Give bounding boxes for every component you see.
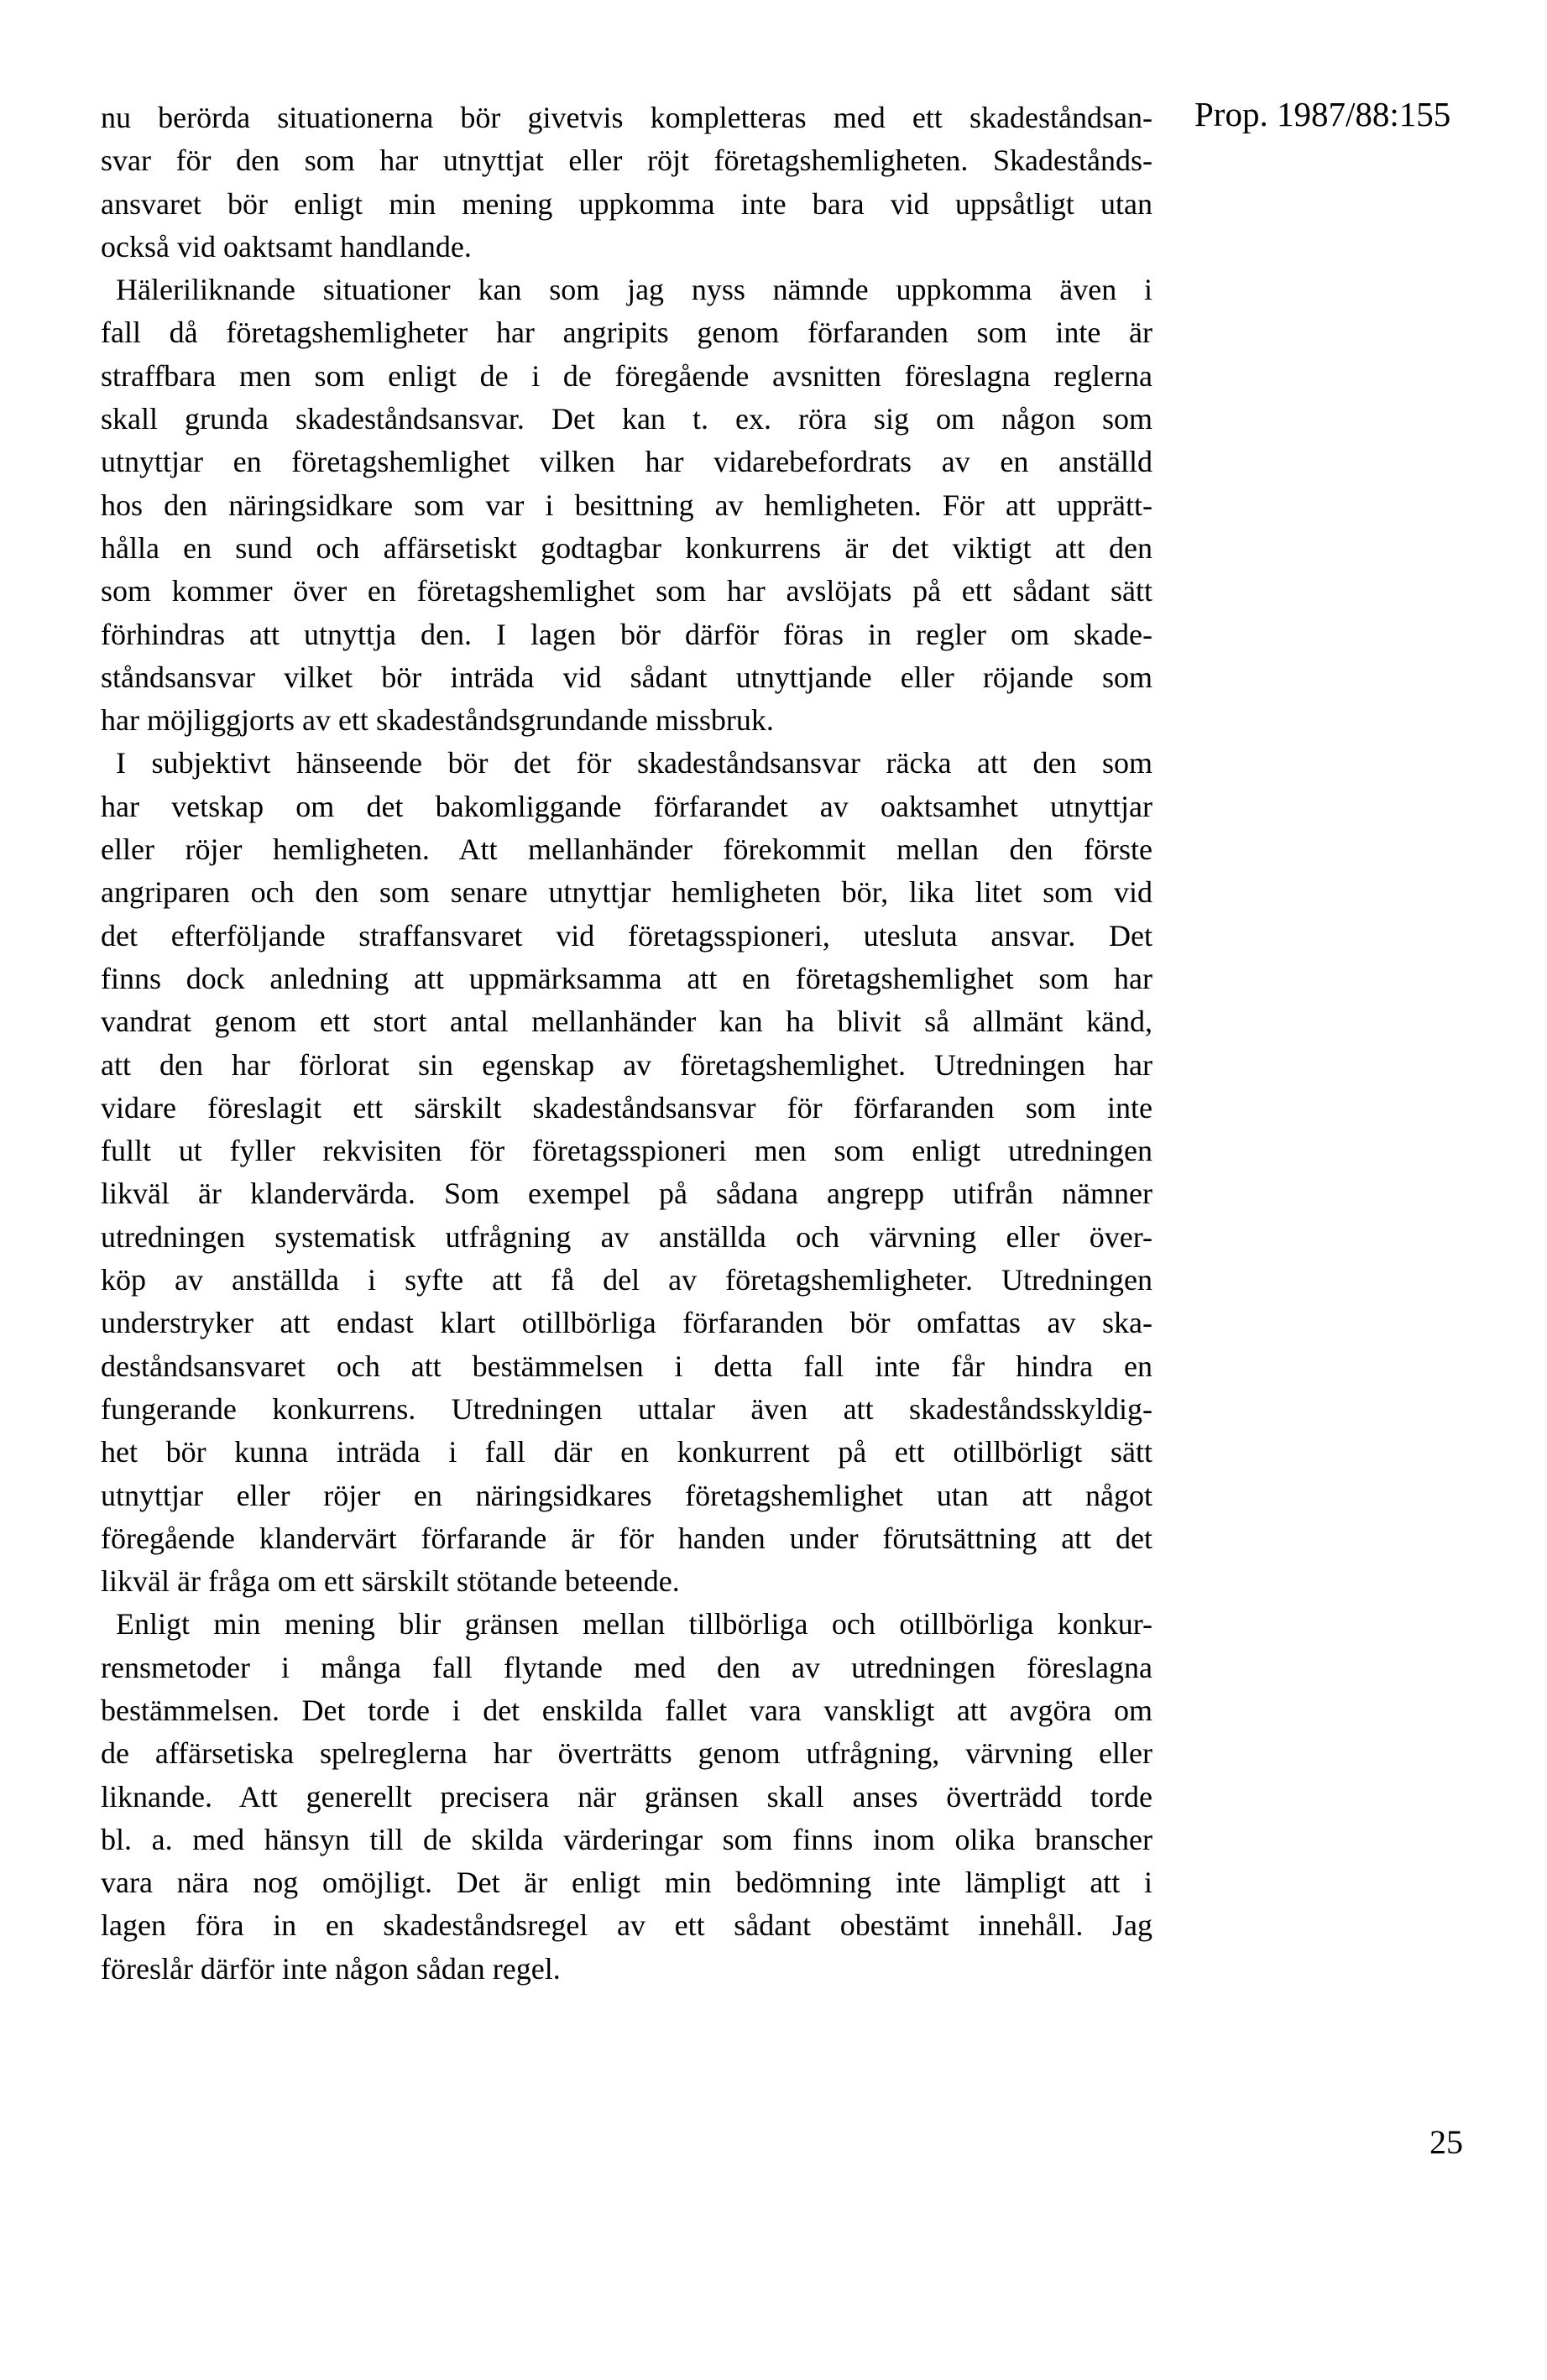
paragraph [101, 742, 1152, 1603]
text-line: de affärsetiska spelreglerna har överträtts genom utfrågning, värvning eller [101, 1736, 1152, 1771]
text-line: vandrat genom ett stort antal mellanhänder kan ha blivit så allmänt känd, [101, 1005, 1152, 1039]
text-line: har möjliggjorts av ett skadeståndsgrundande missbruk. [101, 703, 774, 738]
text-line: Häleriliknande situationer kan som jag nyss nämnde uppkomma även i [116, 273, 1152, 307]
text-line: föreslår därför inte någon sådan regel. [101, 1951, 561, 1986]
text-line: finns dock anledning att uppmärksamma att en företagshemlighet som har [101, 961, 1152, 995]
text-line: föregående klandervärt förfarande är för handen under förutsättning att det [101, 1521, 1152, 1555]
text-line: rensmetoder i många fall flytande med den av utredningen föreslagna [101, 1650, 1152, 1684]
paragraph [101, 97, 1152, 269]
text-line: utredningen systematisk utfrågning av anställda och värvning eller över- [101, 1219, 1152, 1254]
text-line: fullt ut fyller rekvisiten för företagsspioneri men som enligt utredningen [101, 1134, 1152, 1168]
text-line: Enligt min mening blir gränsen mellan tillbörliga och otillbörliga konkur- [116, 1607, 1152, 1641]
text-line: utnyttjar eller röjer en näringsidkares företagshemlighet utan att något [101, 1478, 1152, 1512]
text-line: vidare föreslagit ett särskilt skadeståndsansvar för förfaranden som inte [101, 1090, 1152, 1125]
text-line: utnyttjar en företagshemlighet vilken har vidarebefordrats av en anställd [101, 445, 1152, 479]
text-line: också vid oaktsamt handlande. [101, 229, 472, 264]
text-line: likväl är fråga om ett särskilt stötande beteende. [101, 1564, 680, 1599]
text-line: har vetskap om det bakomliggande förfarandet av oaktsamhet utnyttjar [101, 789, 1152, 823]
text-line: I subjektivt hänseende bör det för skadeståndsansvar räcka att den som [116, 746, 1152, 780]
text-line: understryker att endast klart otillbörliga förfaranden bör omfattas av ska- [101, 1306, 1152, 1340]
text-line: lagen föra in en skadeståndsregel av ett sådant obestämt innehåll. Jag [101, 1908, 1152, 1943]
text-line: ståndsansvar vilket bör inträda vid sådant utnyttjande eller röjande som [101, 660, 1152, 694]
text-line: köp av anställda i syfte att få del av företagshemligheter. Utredningen [101, 1263, 1152, 1297]
text-line: som kommer över en företagshemlighet som har avslöjats på ett sådant sätt [101, 574, 1152, 608]
text-line: likväl är klandervärda. Som exempel på sådana angrepp utifrån nämner [101, 1177, 1152, 1211]
paragraph [101, 1603, 1152, 1991]
text-line: ansvaret bör enligt min mening uppkomma inte bara vid uppsåtligt utan [101, 186, 1152, 221]
text-line: straffbara men som enligt de i de föregående avsnitten föreslagna reglerna [101, 358, 1152, 393]
page-number: 25 [1429, 2123, 1463, 2161]
text-line: bestämmelsen. Det torde i det enskilda fallet vara vanskligt att avgöra om [101, 1693, 1152, 1727]
text-line: angriparen och den som senare utnyttjar hemligheten bör, lika litet som vid [101, 875, 1152, 910]
margin-note-prop-number: Prop. 1987/88:155 [1194, 95, 1451, 133]
text-line: fall då företagshemligheter har angripits genom förfaranden som inte är [101, 316, 1152, 350]
text-line: förhindras att utnyttja den. I lagen bör därför föras in regler om skade- [101, 617, 1152, 651]
text-line: svar för den som har utnyttjat eller röjt företagshemligheten. Skadestånds- [101, 144, 1152, 178]
text-line: hos den näringsidkare som var i besittning av hemligheten. För att upprätt- [101, 488, 1152, 522]
text-line: skall grunda skadeståndsansvar. Det kan t. ex. röra sig om någon som [101, 402, 1152, 436]
text-line: nu berörda situationerna bör givetvis kompletteras med ett skadeståndsan- [101, 101, 1152, 134]
text-line: vara nära nog omöjligt. Det är enligt min bedömning inte lämpligt att i [101, 1866, 1152, 1900]
text-line: fungerande konkurrens. Utredningen uttalar även att skadeståndsskyldig- [101, 1391, 1152, 1426]
text-line: det efterföljande straffansvaret vid företagsspioneri, utesluta ansvar. Det [101, 918, 1152, 953]
text-line: het bör kunna inträda i fall där en konkurrent på ett otillbörligt sätt [101, 1435, 1152, 1469]
text-line: liknande. Att generellt precisera när gränsen skall anses överträdd torde [101, 1779, 1152, 1814]
text-line: hålla en sund och affärsetiskt godtagbar konkurrens är det viktigt att den [101, 530, 1152, 565]
text-line: deståndsansvaret och att bestämmelsen i detta fall inte får hindra en [101, 1349, 1152, 1383]
text-line: bl. a. med hänsyn till de skilda värderingar som finns inom olika branscher [101, 1822, 1152, 1856]
text-line: eller röjer hemligheten. Att mellanhänder förekommit mellan den förste [101, 832, 1152, 867]
paragraph [101, 269, 1152, 742]
text-line: att den har förlorat sin egenskap av företagshemlighet. Utredningen har [101, 1047, 1152, 1082]
body-text [101, 97, 1152, 1991]
